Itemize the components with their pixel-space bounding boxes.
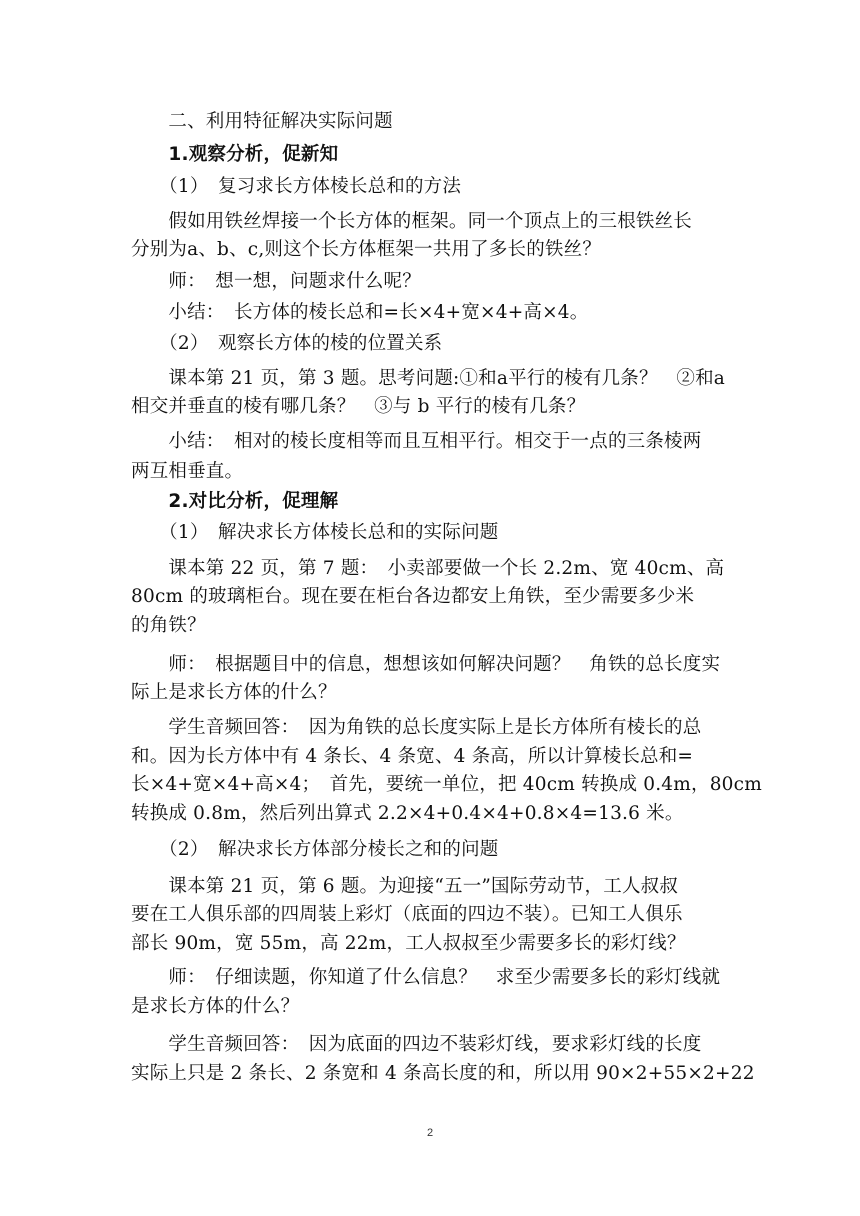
item-heading: （2） 观察长方体的棱的位置关系	[131, 333, 443, 354]
paragraph-line: 课本第 21 页，第 3 题。思考问题:①和a平行的棱有几条？ ②和a	[131, 368, 726, 389]
paragraph-line: 分别为a、b、c,则这个长方体框架一共用了多长的铁丝？	[131, 239, 602, 260]
paragraph-line: 长×4+宽×4+高×4； 首先，要统一单位，把 40cm 转换成 0.4m，80cm	[131, 774, 762, 795]
paragraph-line: 和。因为长方体中有 4 条长、4 条宽、4 条高，所以计算棱长总和=	[131, 746, 694, 767]
paragraph-line: 要在工人俱乐部的四周装上彩灯（底面的四边不装）。已知工人俱乐	[131, 904, 683, 925]
paragraph-line: 学生音频回答： 因为角铁的总长度实际上是长方体所有棱长的总	[131, 717, 702, 738]
paragraph-line: 师： 想一想，问题求什么呢？	[131, 271, 421, 292]
paragraph-line: 部长 90m，宽 55m，高 22m，工人叔叔至少需要多长的彩灯线？	[131, 933, 686, 954]
paragraph-line: 的角铁？	[131, 615, 206, 636]
paragraph-line: 际上是求长方体的什么？	[131, 682, 337, 703]
paragraph-line: 实际上只是 2 条长、2 条宽和 4 条高长度的和，所以用 90×2+55×2+22	[131, 1063, 755, 1084]
item-heading: （2） 解决求长方体部分棱长之和的问题	[131, 839, 499, 860]
paragraph-line: 相交并垂直的棱有哪几条？ ③与 b 平行的棱有几条？	[131, 396, 586, 417]
paragraph-line: 课本第 22 页，第 7 题： 小卖部要做一个长 2.2m、宽 40cm、高	[131, 558, 725, 579]
page-number: 2	[426, 1127, 434, 1139]
paragraph-line: 课本第 21 页，第 6 题。为迎接“五一”国际劳动节，工人叔叔	[131, 876, 679, 897]
paragraph-line: 小结： 长方体的棱长总和=长×4+宽×4+高×4。	[131, 302, 589, 323]
subsection-heading-1: 1.观察分析，促新知	[131, 144, 339, 165]
paragraph-line: 学生音频回答： 因为底面的四边不装彩灯线，要求彩灯线的长度	[131, 1034, 702, 1055]
paragraph-line: 师： 根据题目中的信息，想想该如何解决问题？ 角铁的总长度实	[131, 654, 721, 675]
paragraph-line: 两互相垂直。	[131, 461, 244, 482]
paragraph-line: 假如用铁丝焊接一个长方体的框架。同一个顶点上的三根铁丝长	[131, 211, 693, 232]
paragraph-line: 80cm 的玻璃柜台。现在要在柜台各边都安上角铁，至少需要多少米	[131, 586, 695, 607]
paragraph-line: 小结： 相对的棱长度相等而且互相平行。相交于一点的三条棱两	[131, 431, 702, 452]
item-heading: （1） 复习求长方体棱长总和的方法	[131, 176, 462, 197]
paragraph-line: 是求长方体的什么？	[131, 996, 300, 1017]
subsection-heading-2: 2.对比分析，促理解	[131, 491, 339, 512]
item-heading: （1） 解决求长方体棱长总和的实际问题	[131, 522, 499, 543]
paragraph-line: 师： 仔细读题，你知道了什么信息？ 求至少需要多长的彩灯线就	[131, 967, 721, 988]
section-heading: 二、利用特征解决实际问题	[131, 111, 393, 132]
paragraph-line: 转换成 0.8m，然后列出算式 2.2×4+0.4×4+0.8×4=13.6 米。	[131, 803, 684, 824]
